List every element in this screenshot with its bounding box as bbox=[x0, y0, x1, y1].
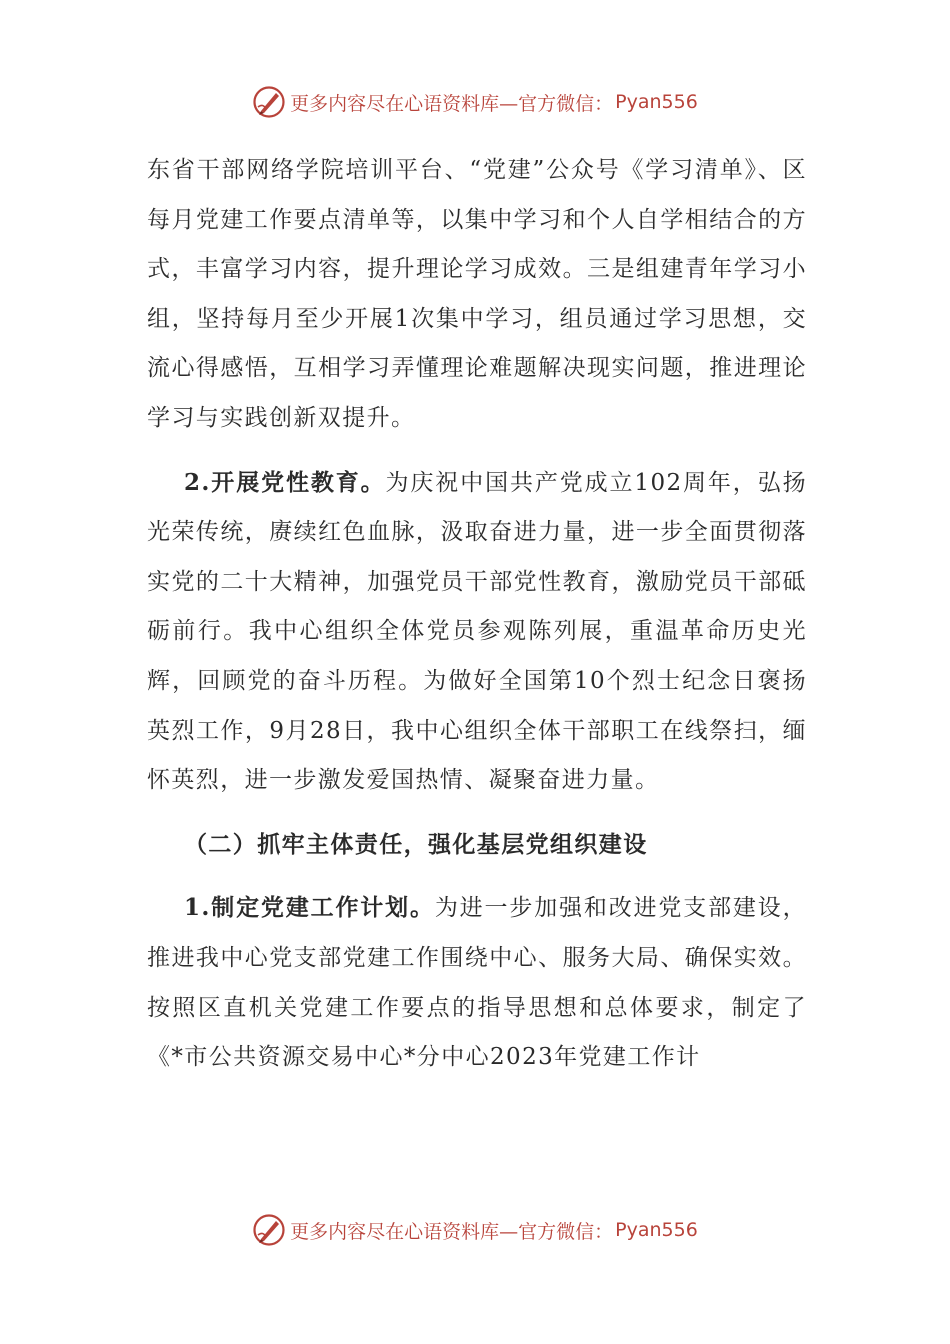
paragraph-lead: 1.制定党建工作计划。 bbox=[184, 894, 435, 922]
document-body bbox=[147, 146, 807, 1083]
banner-text: 更多内容尽在心语资料库—官方微信： bbox=[290, 1220, 614, 1243]
section-heading: （二）抓牢主体责任，强化基层党组织建设 bbox=[184, 830, 648, 858]
pen-logo-icon bbox=[252, 1213, 286, 1247]
footer-banner bbox=[0, 1210, 950, 1250]
pen-logo-icon bbox=[252, 85, 286, 119]
paragraph-study-continued: 东省干部网络学院培训平台、“党建”公众号《学习清单》、区每月党建工作要点清单等，以集中学习和个人自学相结合的方式，丰富学习内容，提升理论学习成效。三是组建青年学习小组，坚持每月至少开展1次集中学习，组员通过学习思想，交流心得感悟，互相学习弄懂理论难题解决现实问题，推进理论学习与实践创新双提升。 bbox=[147, 157, 807, 431]
paragraph-party-education bbox=[147, 458, 807, 806]
paragraph-text: 为进一步加强和改进党支部建设，推进我中心党支部党建工作围绕中心、服务大局、确保实效。按照区直机关党建工作要点的指导思想和总体要求，制定了《*市公共资源交易中心*分中心2023年党建工作计 bbox=[147, 895, 807, 1071]
banner-wechat-id: Pyan556 bbox=[615, 1219, 698, 1241]
paragraph-lead: 2.开展党性教育。 bbox=[184, 468, 386, 496]
paragraph-text: 为庆祝中国共产党成立102周年，弘扬光荣传统，赓续红色血脉，汲取奋进力量，进一步全面贯彻落实党的二十大精神，加强党员干部党性教育，激励党员干部砥砺前行。我中心组织全体党员参观陈列展，重温革命历史光辉，回顾党的奋斗历程。为做好全国第10个烈士纪念日褒扬英烈工作，9月28日，我中心组织全体干部职工在线祭扫，缅怀英烈，进一步激发爱国热情、凝聚奋进力量。 bbox=[147, 469, 807, 794]
paragraph-work-plan bbox=[147, 883, 807, 1082]
banner-wechat-id: Pyan556 bbox=[615, 91, 698, 113]
header-banner bbox=[0, 82, 950, 122]
banner-text: 更多内容尽在心语资料库—官方微信： bbox=[290, 92, 614, 115]
